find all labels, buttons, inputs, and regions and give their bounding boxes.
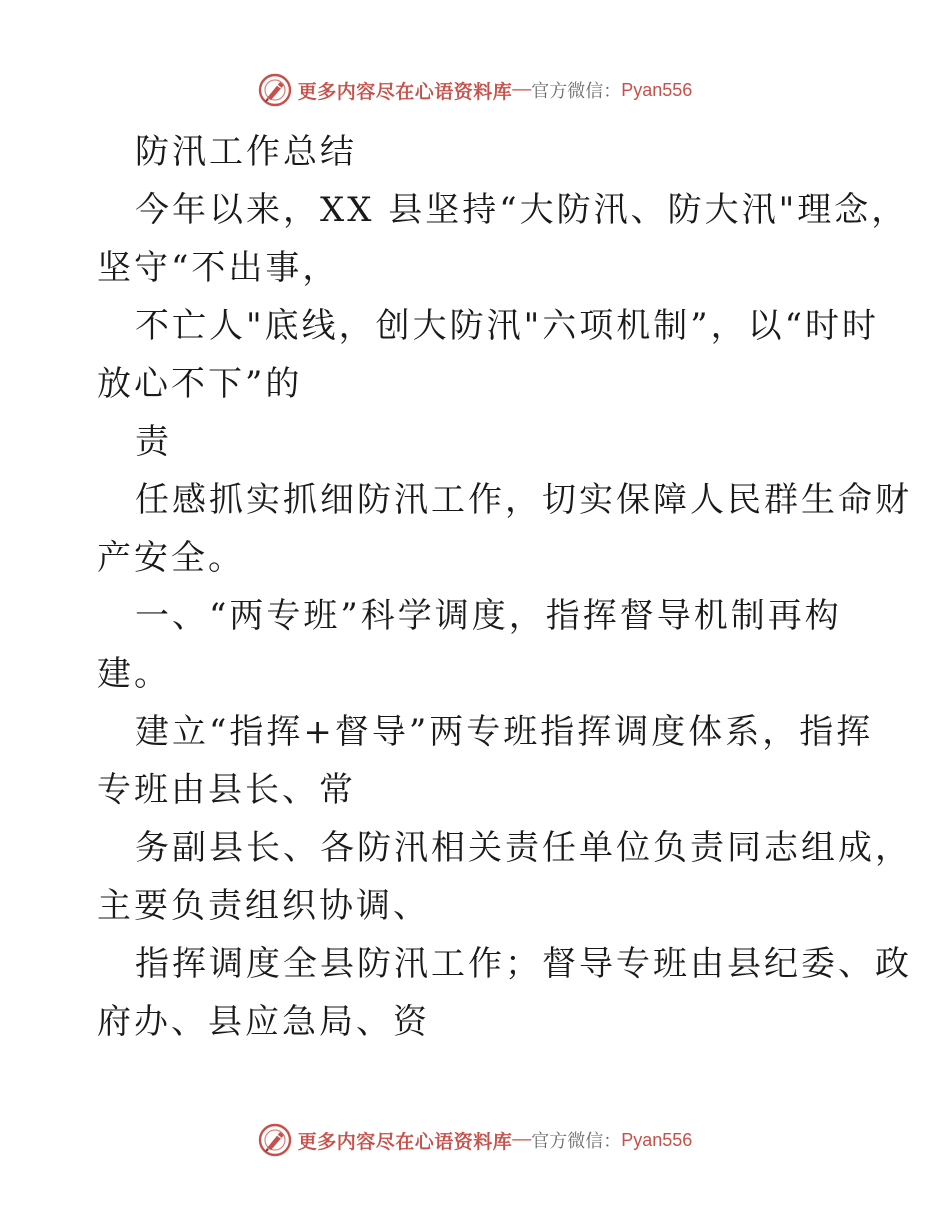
section-heading-continued: 建。	[97, 654, 171, 694]
document-title: 防汛工作总结	[135, 132, 357, 172]
watermark-wechat-id: Pyan556	[621, 79, 693, 100]
paragraph-line: 指挥调度全县防汛工作；督导专班由县纪委、政	[135, 944, 912, 984]
paragraph-line: 府办、县应急局、资	[97, 1002, 430, 1042]
paragraph-line: 责	[135, 422, 172, 462]
watermark-wechat-label: 官方微信：	[531, 1131, 622, 1152]
paragraph-line: 放心不下”的	[97, 364, 303, 404]
watermark-wechat-label: 官方微信：	[531, 81, 622, 102]
document-body	[97, 123, 912, 1051]
paragraph-line: 今年以来，XX 县坚持“大防汛、防大汛"理念，	[135, 190, 909, 230]
quill-pen-seal-icon	[258, 1123, 292, 1157]
watermark-wechat-id: Pyan556	[621, 1129, 693, 1150]
paragraph-line: 产安全。	[97, 538, 245, 578]
paragraph-line: 建立“指挥+督导”两专班指挥调度体系，指挥	[135, 712, 874, 752]
watermark-site-text: 更多内容尽在心语资料库	[297, 1130, 513, 1153]
paragraph-line: 坚守“不出事，	[97, 248, 340, 288]
watermark-site-text: 更多内容尽在心语资料库	[297, 80, 513, 103]
paragraph-line: 任感抓实抓细防汛工作，切实保障人民群生命财	[135, 480, 912, 520]
paragraph-line: 不亡人"底线，创大防汛"六项机制”，以“时时	[135, 306, 880, 346]
quill-pen-seal-icon	[258, 73, 292, 107]
watermark-separator: —	[512, 1129, 532, 1150]
paragraph-line: 主要负责组织协调、	[97, 886, 430, 926]
header-watermark	[0, 70, 950, 110]
paragraph-line: 务副县长、各防汛相关责任单位负责同志组成，	[135, 828, 912, 868]
paragraph-line: 专班由县长、常	[97, 770, 356, 810]
watermark-separator: —	[512, 79, 532, 100]
footer-watermark	[0, 1120, 950, 1160]
section-heading: 一、“两专班”科学调度，指挥督导机制再构	[135, 596, 842, 636]
